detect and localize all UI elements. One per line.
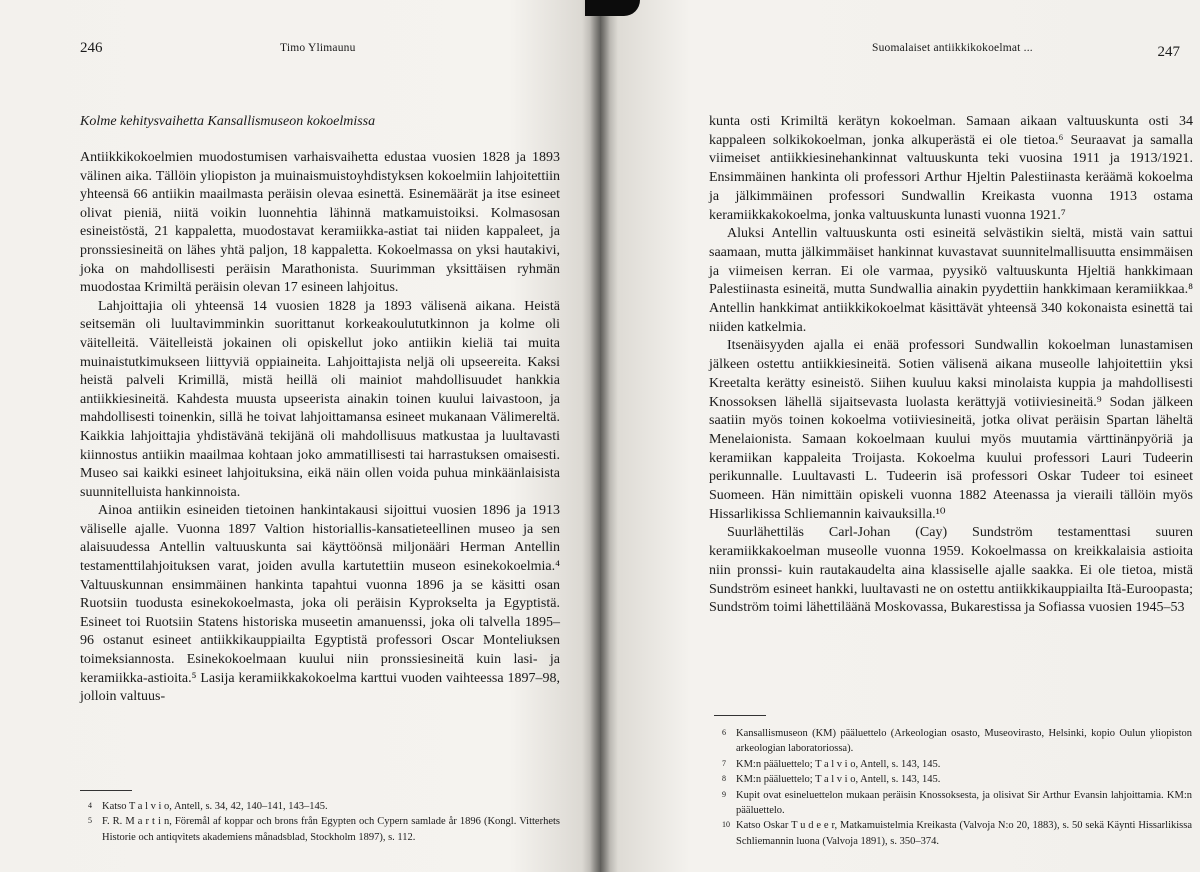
footnote: [714, 818, 1192, 849]
footnote-number: 4: [88, 801, 92, 810]
gutter-shadow: [590, 0, 610, 872]
footnote-text: KM:n pääluettelo; T a l v i o, Antell, s. 143, 145.: [736, 774, 941, 786]
footnote: [714, 726, 1192, 757]
paragraph: Lahjoittajia oli yhteensä 14 vuosien 1828 ja 1893 välisenä aikana. Heistä seitsemän oli luultavimminkin suorittanut korkeakoulututkinnon ja kolme oli väitelleitä. Väitelleistä jokainen oli opiskellut joko antiikin kieliä tai muita muinaistutkimukseen liittyviä oppiaineita. Lahjoittajista neljä oli upseereita. Kaksi heistä palveli Krimillä, mistä heillä oli mainiot mahdollisuudet hankkia antiikkiesineitä. Kahdesta muusta upseerista ainakin toinen kuului laivastoon, ja mahdollisesti toinenkin, sillä he toivat lahjoittamansa esineet mukanaan Välimereltä. Kaikkia lahjoittajia yhdistävänä tekijänä oli mahdollisuus matkustaa ja luultavasti kiinnostus antiikin maailmaa kohtaan joko ammatillisesti tai harrastuksen omaisesti. Museo sai kaikki esineet lahjoituksina, eikä näin ollen voida puhua minkäänlaisista suunnitelluista hankinnoista.: [80, 298, 560, 500]
paragraph: Itsenäisyyden ajalla ei enää professori Sundwallin kokoelman lunastamisen jälkeen ostettu antiikkiesineitä. Sotien välisenä aikana museolle lahjoitettiin yksi Kreetalta kerätty esineistö. Siihen kuuluu kaksi minolaista kuppia ja mahdollisesti Knossoksen lähellä sijaitsevasta luolasta kerättyjä votiiviesineitä.⁹ Sodan jälkeen saatiin myös toinen kokoelma votiiviesineitä, jotka olivat peräisin Spartan läheltä Menelaionista. Samaan kokoelmaan kuului myös muutamia värttinänpyöriä ja keramiikan kappaleita Troijasta. Kokoelma kuului professori Lauri Tudeerin perikunnalle. Luultavasti L. Tudeerin isä professori Oskar Tudeer toi esineet Suomeen. Hän nimittäin opiskeli vuonna 1882 Ateenassa ja vieraili tällöin myös Hissarlikissa Schliemannin kaivauksilla.¹⁰: [709, 338, 1193, 522]
running-head-author: Timo Ylimaunu: [280, 42, 356, 54]
footnotes: [714, 726, 1192, 849]
footnote: [714, 772, 1192, 787]
running-head-title: Suomalaiset antiikkikokoelmat ...: [872, 42, 1033, 54]
footnote-text: Katso T a l v i o, Antell, s. 34, 42, 140–141, 143–145.: [102, 801, 328, 812]
footnote-number: 9: [722, 789, 726, 799]
footnote-number: 10: [722, 820, 730, 830]
page-number: 246: [80, 40, 103, 56]
footnote: [80, 814, 560, 845]
footnote: [714, 757, 1192, 772]
footnote-number: 5: [88, 816, 92, 826]
footnote-text: Kupit ovat esineluettelon mukaan peräisin Knossoksesta, ja olisivat Sir Arthur Evansin lahjoittamia. KM:n pääluettelo.: [736, 789, 1192, 817]
paragraph: Antiikkikokoelmien muodostumisen varhaisvaihetta edustaa vuosien 1828 ja 1893 välinen aika. Tällöin yliopiston ja muinaismuistoyhdistyksen kokoelmiin lahjoitettiin yhteensä 66 antiikin maailmasta peräisin olevaa esinettä. Esinemäärät ja itse esineet olivat pieniä, niitä voikin luonnehtia lähinnä matkamuistoiksi. Kolmasosan esineistöstä, 21 kappaletta, muodostavat keramiikka-astiat tai niiden kappaleet, ja pronssiesineitä on lähes yhtä paljon, 18 kappaletta. Kokoelmassa on yksi hautakivi, joka on mahdollisesti peräisin Marathonista. Suurimman yksittäisen ryhmän muodostaa Krimiltä peräisin olevan 17 esineen lahjoitus.: [80, 150, 560, 296]
footnote-number: 8: [722, 774, 726, 784]
right-page: [600, 0, 1200, 872]
page-number: 247: [1157, 44, 1180, 60]
footnote-text: Katso Oskar T u d e e r, Matkamuistelmia Kreikasta (Valvoja N:o 20, 1883), s. 50 sekä Käynti Hissarlikissa Schliemannin luona (Valvoja 1891), s. 350–374.: [736, 820, 1192, 847]
paragraph: Suurlähettiläs Carl-Johan (Cay) Sundström testamenttasi suuren keramiikkakoelman museolle vuonna 1959. Kokoelmassa on kreikkalaisia astioita niin pronssi- kuin rautakaudelta aina klassiselle ajalle saakka. Ei ole tietoa, mistä Sundström esineet hankki, luultavasti ne on ostettu antiikkikauppiailta Itä-Euroopasta; Sundström toimi lähettiläänä Moskovassa, Bukarestissa ja Sofiassa vuosien 1945–53: [709, 525, 1193, 616]
footnote-rule: [714, 715, 766, 716]
binding-shadow: [585, 0, 640, 16]
body-text: [80, 149, 560, 707]
footnote-number: 7: [722, 758, 726, 768]
paragraph: Ainoa antiikin esineiden tietoinen hankintakausi sijoittui vuosien 1896 ja 1913 väliselle ajalle. Vuonna 1897 Valtion historiallis-kansatieteellinen museo ja sen alaisuudessa Antellin valtuuskunta sai käyttöönsä miljonääri Herman Antellin testamenttilahjoituksen varat, joiden avulla kartutettiin museon esinekokoelmia.⁴ Valtuuskunnan ensimmäinen hankinta tapahtui vuonna 1896 ja se käsitti osan Ruotsiin tuodusta esinekokoelmasta, joka oli peräisin Kyprokselta ja Egyptistä. Esineet toi Ruotsiin Statens historiska museetin amanuenssi, joka oli talvella 1895–96 ostanut esineet antiikkikauppiailta Egyptistä professori Oscar Monteliuksen toimeksiannosta. Esinekokoelmaan kuului niin pronssiesineitä kuin lasi- ja keramiikka-astioita.⁵ Lasija keramiikkakokoelma karttui vuoden vaihteessa 1897–98, jolloin valtuus-: [80, 503, 560, 705]
section-title: Kolme kehitysvaihetta Kansallismuseon kokoelmissa: [80, 114, 376, 129]
footnote-text: Kansallismuseon (KM) pääluettelo (Arkeologian osasto, Museovirasto, Helsinki, kopio Oulun yliopiston arkeologian laboratoriossa).: [736, 728, 1192, 755]
footnotes: [80, 799, 560, 845]
footnote-text: KM:n pääluettelo; T a l v i o, Antell, s. 143, 145.: [736, 758, 941, 770]
footnote-number: 6: [722, 728, 726, 737]
footnote-rule: [80, 790, 132, 791]
body-text: [709, 113, 1193, 618]
footnote: [80, 799, 560, 814]
paragraph: Aluksi Antellin valtuuskunta osti esineitä selvästikin sieltä, mistä vain sattui saamaan, mutta jälkimmäiset hankinnat kuvastavat suunnitelmallisuutta ensimmäisen ja viimeisen kerran. Ei ole varmaa, pyysikö valtuuskunta Hjeltiä hankkimaan Palestiinasta esineitä, mutta Sundwallia ainakin pyydettiin hankkimaan keramiikkaa.⁸ Antellin hankkimat antiikkikokoelmat käsittävät yhteensä 340 kokonaista esinettä tai niiden katkelmia.: [709, 226, 1193, 335]
footnote-text: F. R. M a r t i n, Föremål af koppar och brons från Egypten och Cypern samlade år 1896 (Kongl. Vitterhets Historie och antiqvitets akademiens månadsblad, Stockholm 1897), s. 112.: [102, 816, 560, 843]
footnote: [714, 788, 1192, 819]
paragraph: kunta osti Krimiltä kerätyn kokoelman. Samaan aikaan valtuuskunta osti 34 kappaleen solkikokoelman, jonka alkuperästä ei ole tietoa.⁶ Seuraavat ja samalla viimeiset antiikkiesinehankinnat valtuuskunta teki vuosina 1911 ja 1913/1921. Ensimmäinen hankinta oli professori Arthur Hjeltin Palestiinasta keräämä kokoelma ja jälkimmäinen professori Sundwallin Kreikasta vuonna 1913 ostama keramiikkakokoelma, jonka valtuuskunta lunasti vuonna 1921.⁷: [709, 114, 1193, 223]
